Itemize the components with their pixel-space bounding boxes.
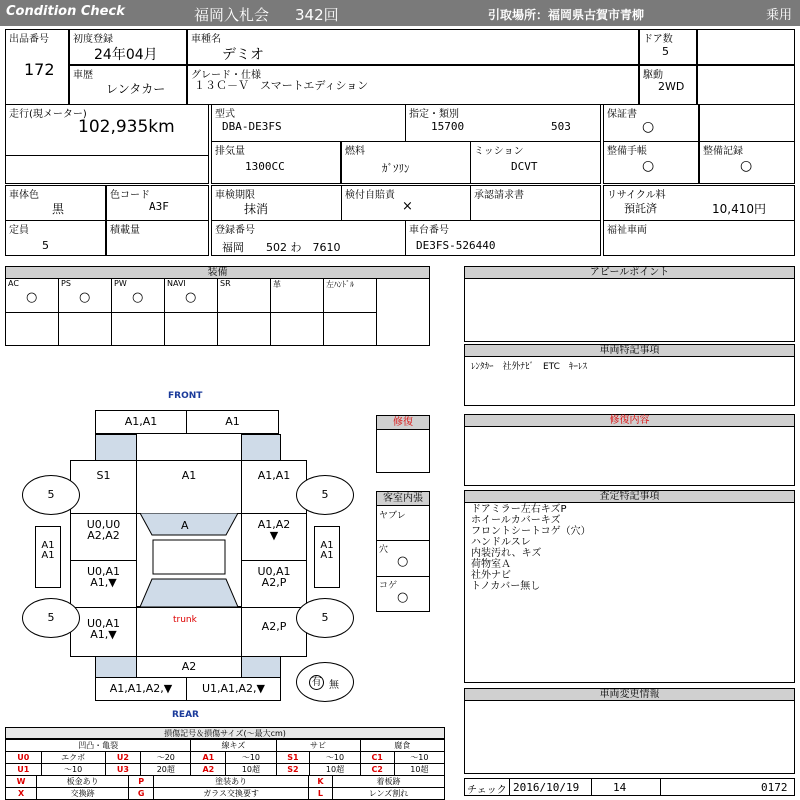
region-rear-right: U1,A1,A2,▼	[186, 677, 281, 701]
mileage-cell: 走行(現メーター) 102,935km	[5, 104, 209, 156]
approval-cell: 承認請求書	[470, 185, 601, 221]
reg-no-cell: 登録番号 福岡 502 わ 7610	[211, 220, 406, 256]
equipment-blank	[165, 313, 218, 346]
lot-value: 172	[24, 60, 55, 79]
equipment-value: ○	[185, 290, 197, 305]
assessment-line: 社外ナビ	[471, 570, 511, 581]
legend-cell: S1	[276, 752, 310, 764]
region-front-left: A1,A1	[95, 410, 187, 434]
equipment-value: ○	[79, 290, 91, 305]
right-side-mirror: A1 A1	[314, 526, 340, 588]
legend-cell: U1	[6, 764, 42, 776]
history-cell: 車歴 レンタカー	[69, 65, 187, 105]
warranty-cell: 保証書 ○	[603, 104, 699, 142]
assessment-line: ハンドルスレ	[471, 537, 531, 548]
legend-cell: K	[308, 776, 332, 788]
tire-rear-right: 5	[296, 598, 354, 638]
equipment-item	[112, 279, 165, 313]
spare-has: 有	[309, 675, 324, 690]
doors-cell: ドア数 5	[639, 29, 697, 65]
legend-cell: 交換跡	[37, 788, 129, 800]
legend-cell: L	[308, 788, 332, 800]
equipment-item	[271, 279, 324, 313]
assessment-line: フロントシートコゲ（穴）	[471, 526, 591, 537]
legend-cell: 10超	[310, 764, 360, 776]
equipment-row	[6, 279, 431, 346]
equipment-blank	[218, 313, 271, 346]
windshield-glass	[136, 513, 242, 607]
insurance-cell: 検付自賠責 ×	[341, 185, 471, 221]
lot-cell: 出品番号 172	[5, 29, 69, 105]
region-left-front-door: U0,U0 A2,A2	[70, 513, 137, 561]
header-auction: 福岡入札会	[194, 6, 270, 24]
header-bar	[0, 0, 800, 26]
body-color-cell: 車体色 黒	[5, 185, 106, 221]
region-rear-panel: A2	[136, 656, 242, 678]
region-front-right: A1	[186, 410, 279, 434]
first-reg-cell: 初度登録 24年04月	[69, 29, 187, 65]
model-cell: 型式 DBA-DE3FS	[211, 104, 406, 142]
legend-cell: S2	[276, 764, 310, 776]
load-cell: 積載量	[106, 220, 209, 256]
car-name-cell: 車種名 デミオ	[187, 29, 639, 65]
legend-cell: U2	[105, 752, 141, 764]
blank-top-right-2	[697, 65, 795, 105]
manual-book-cell: 整備手帳 ○	[603, 141, 699, 184]
legend-cell: エクボ	[41, 752, 105, 764]
equipment-label: 左ﾊﾝﾄﾞﾙ	[326, 280, 354, 289]
assessment-line: ホイールカバーキズ	[471, 515, 561, 526]
tire-front-right: 5	[296, 475, 354, 515]
legend-cell: A1	[191, 752, 226, 764]
left-side-mirror: A1 A1	[35, 526, 61, 588]
header-category: 乗用	[766, 8, 793, 23]
legend-cell: レンズ割れ	[333, 788, 445, 800]
legend-cell: 板金あり	[37, 776, 129, 788]
equipment-blank	[112, 313, 165, 346]
region-left-quarter: U0,A1 A1,▼	[70, 607, 137, 657]
trunk-label: trunk	[173, 615, 197, 625]
legend-cell: 10超	[394, 764, 444, 776]
legend-cell: 着板跡	[333, 776, 445, 788]
equipment-label: SR	[220, 279, 231, 288]
legend-cell: W	[6, 776, 37, 788]
equipment-item	[6, 279, 59, 313]
equipment-item	[218, 279, 271, 313]
equipment-value: ○	[132, 290, 144, 305]
check-row: チェック 2016/10/19 14 0172	[464, 778, 795, 796]
interior-box: 客室内張 ヤブレ 穴 ○ コゲ ○	[376, 491, 430, 612]
assessment-line: 荷物室Ａ	[471, 559, 511, 570]
equipment-label: NAVI	[167, 279, 186, 288]
repair-box: 修復	[376, 415, 430, 473]
region-s1: S1	[70, 460, 137, 514]
legend-cell: A2	[191, 764, 226, 776]
appeal-panel: アピールポイント	[464, 266, 795, 342]
equipment-value: ○	[26, 290, 38, 305]
legend-cell: 20超	[141, 764, 191, 776]
capacity-cell: 定員 5	[5, 220, 106, 256]
chassis-cell: 車台番号 DE3FS-526440	[405, 220, 601, 256]
region-rear-left: A1,A1,A2,▼	[95, 677, 187, 701]
color-code-cell: 色コード A3F	[106, 185, 209, 221]
blank-w	[699, 104, 795, 142]
legend-cell: ～20	[141, 752, 191, 764]
damage-legend: 損傷記号＆損傷サイズ(～最大cm) 凹凸・亀裂 線キズ サビ 腐食 U0 エクボ U2 ～20 A1 ～10 S1 ～10 C1 ～10 U1 ～10 U3 20超 A2 10超 S2 10超 C2 10超 W 板金あり P 塗装あり K 着板跡 X 交換跡 G ガラス交換要す L レンズ割れ	[5, 727, 445, 797]
legend-cell: C2	[360, 764, 394, 776]
assessment-panel: 査定特記事項 ドアミラー左右キズP ホイールカバーキズ フロントシートコゲ（穴） ハンドルスレ 内装汚れ、キズ 荷物室Ａ 社外ナビ トノカバー無し	[464, 490, 795, 683]
equipment-title: 装備	[6, 267, 429, 279]
legend-cell: ～10	[41, 764, 105, 776]
legend-cell: ～10	[394, 752, 444, 764]
repair-content-panel: 修復内容	[464, 414, 795, 486]
mileage-blank	[5, 155, 209, 184]
equipment-item	[165, 279, 218, 313]
legend-cell: C1	[360, 752, 394, 764]
assessment-line: 内装汚れ、キズ	[471, 548, 542, 559]
drive-cell: 駆動 2WD	[639, 65, 697, 105]
welfare-cell: 福祉車両	[603, 220, 795, 256]
assessment-lines	[471, 504, 591, 592]
region-right-quarter: A2,P	[241, 607, 307, 657]
service-record-cell: 整備記録 ○	[699, 141, 795, 184]
region-hood: A1	[136, 460, 242, 514]
inspection-cell: 車検期限 抹消	[211, 185, 342, 221]
mission-cell: ミッション DCVT	[470, 141, 601, 184]
equipment-item	[59, 279, 112, 313]
equipment-panel	[5, 266, 430, 346]
grade-cell: グレード・仕様 １３Ｃ－Ｖ スマートエディション	[187, 65, 639, 105]
roof-label: A	[181, 519, 189, 532]
region-right-front-door: A1,A2 ▼	[241, 513, 307, 561]
legend-cell: ガラス交換要す	[154, 788, 309, 800]
legend-cell: G	[129, 788, 154, 800]
equipment-label: 革	[273, 280, 281, 289]
blank-top-right	[697, 29, 795, 65]
legend-cell: X	[6, 788, 37, 800]
legend-cell: 塗装あり	[154, 776, 309, 788]
rear-label: REAR	[172, 710, 199, 720]
equipment-blank	[271, 313, 324, 346]
recycle-cell: リサイクル料 預託済 10,410円	[603, 185, 795, 221]
tire-rear-left: 5	[22, 598, 80, 638]
equipment-label: PS	[61, 279, 71, 288]
region-front-right-fender: A1,A1	[241, 460, 307, 514]
legend-cell: ～10	[226, 752, 276, 764]
fuel-cell: 燃料 ｶﾞｿﾘﾝ	[341, 141, 471, 184]
legend-cell: U0	[6, 752, 42, 764]
spare-none: 無	[329, 680, 339, 691]
legend-cell: U3	[105, 764, 141, 776]
legend-cell: 10超	[226, 764, 276, 776]
vehicle-diagram	[0, 385, 460, 725]
equipment-blank	[59, 313, 112, 346]
change-info-panel: 車両変更情報	[464, 688, 795, 774]
region-left-rear-door: U0,A1 A1,▼	[70, 560, 137, 608]
legend-cell: P	[129, 776, 154, 788]
header-pickup: 引取場所：福岡県古賀市青柳	[488, 8, 645, 22]
header-number: 342回	[295, 6, 339, 24]
equipment-label: PW	[114, 279, 127, 288]
equipment-blank	[6, 313, 59, 346]
assessment-line: ドアミラー左右キズP	[471, 504, 567, 515]
assessment-line: トノカバー無し	[471, 581, 541, 592]
spare-tire	[296, 662, 354, 702]
equipment-label: AC	[8, 279, 19, 288]
legend-cell: ～10	[310, 752, 360, 764]
front-label: FRONT	[168, 391, 203, 401]
vehicle-notes-panel: 車両特記事項 ﾚﾝﾀｶｰ 社外ﾅﾋﾞ ETC ｷｰﾚｽ	[464, 344, 795, 406]
displacement-cell: 排気量 1300CC	[211, 141, 341, 184]
header-brand: Condition Check	[6, 4, 125, 19]
designation-cell: 指定・類別 15700 503	[405, 104, 601, 142]
equipment-item	[324, 279, 377, 313]
tire-front-left: 5	[22, 475, 80, 515]
equipment-blank	[324, 313, 377, 346]
region-right-rear-door: U0,A1 A2,P	[241, 560, 307, 608]
